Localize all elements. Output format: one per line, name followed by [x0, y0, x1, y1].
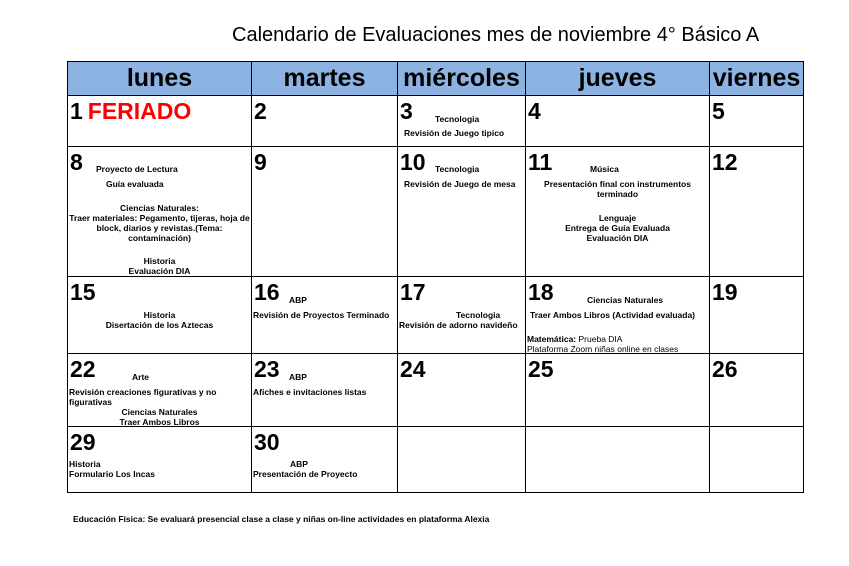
day-cell — [526, 354, 710, 427]
day-number: 8 — [70, 149, 83, 175]
day-number: 26 — [712, 356, 738, 382]
weekday-header: lunes — [68, 62, 252, 96]
day-cell — [252, 277, 398, 354]
evaluation-text: Revisión de Juego de mesa — [404, 179, 516, 189]
subject-label: Música — [590, 164, 619, 174]
day-number: 16 — [254, 279, 280, 305]
subject-label: ABP — [289, 295, 307, 305]
subject-label: Tecnologia — [435, 114, 480, 124]
day-number: 9 — [254, 149, 267, 175]
day-number: 17 — [400, 279, 426, 305]
page-title: Calendario de Evaluaciones mes de noviembre 4° Básico A — [232, 24, 760, 46]
subject-label: Matemática: — [527, 334, 577, 344]
evaluation-text: Presentación de Proyecto — [253, 469, 358, 479]
footnote: Educación Física: Se evaluará presencial clase a clase y niñas on-line actividades en plataforma Alexia — [73, 514, 490, 524]
day-cell — [398, 96, 526, 147]
day-number: 30 — [254, 429, 280, 455]
subject-label: Ciencias Naturales — [587, 295, 664, 305]
evaluation-text: Revisión de Proyectos Terminado — [253, 310, 390, 320]
day-number: 5 — [712, 98, 725, 124]
day-cell — [710, 354, 804, 427]
week-row — [68, 147, 804, 277]
day-cell — [710, 147, 804, 277]
day-number: 2 — [254, 98, 267, 124]
day-cell — [68, 96, 252, 147]
day-number: 29 — [70, 429, 96, 455]
week-row — [68, 354, 804, 427]
day-cell — [252, 96, 398, 147]
evaluation-text: Formulario Los Incas — [69, 469, 155, 479]
subject-label: Historia — [143, 256, 176, 266]
subject-label: Lenguaje — [598, 213, 637, 223]
evaluation-text: Traer Ambos Libros (Actividad evaluada) — [530, 310, 696, 320]
subject-label: Ciencias Naturales — [121, 407, 198, 417]
week-row — [68, 427, 804, 493]
day-cell — [68, 277, 252, 354]
holiday-label: FERIADO — [87, 98, 192, 124]
subject-label: ABP — [290, 459, 308, 469]
evaluation-text: Evaluación DIA — [128, 266, 191, 276]
day-cell — [252, 147, 398, 277]
subject-label: Tecnologia — [456, 310, 501, 320]
day-number: 25 — [528, 356, 554, 382]
evaluation-text: Evaluación DIA — [586, 233, 649, 243]
day-number: 22 — [70, 356, 96, 382]
day-cell — [710, 277, 804, 354]
day-number: 23 — [254, 356, 280, 382]
day-cell — [526, 427, 710, 493]
day-cell — [398, 427, 526, 493]
evaluation-text: Revisión de Juego tipico — [404, 128, 505, 138]
day-cell — [398, 354, 526, 427]
subject-label: Arte — [132, 372, 150, 382]
day-cell — [68, 354, 252, 427]
weekday-header-row — [68, 62, 804, 96]
weekday-header: martes — [252, 62, 398, 96]
day-number: 3 — [400, 98, 413, 124]
subject-label: Historia — [69, 459, 101, 469]
subject-label: ABP — [289, 372, 307, 382]
evaluation-text: Plataforma Zoom niñas online en clases — [527, 344, 679, 354]
weekday-header: miércoles — [398, 62, 526, 96]
day-cell — [68, 147, 252, 277]
day-cell — [710, 96, 804, 147]
evaluation-text: Entrega de Guía Evaluada — [565, 223, 670, 233]
subject-label: Tecnologia — [435, 164, 480, 174]
day-cell — [526, 277, 710, 354]
day-cell — [398, 277, 526, 354]
day-number: 10 — [400, 149, 426, 175]
day-cell — [68, 427, 252, 493]
evaluation-text: Disertación de los Aztecas — [105, 320, 214, 330]
day-number: 15 — [70, 279, 96, 305]
day-cell — [252, 354, 398, 427]
evaluation-text: Matemática: Prueba DIA — [527, 334, 623, 344]
week-row — [68, 277, 804, 354]
weekday-header: jueves — [526, 62, 710, 96]
day-number: 19 — [712, 279, 738, 305]
subject-label: Proyecto de Lectura — [96, 164, 178, 174]
subject-label: Ciencias Naturales: — [120, 203, 199, 213]
evaluation-text: Revisión creaciones figurativas y no figurativas — [69, 387, 217, 407]
day-cell — [710, 427, 804, 493]
subject-label: Historia — [143, 310, 176, 320]
evaluation-text: Afiches e invitaciones listas — [253, 387, 367, 397]
day-number: 4 — [528, 98, 541, 124]
day-cell — [252, 427, 398, 493]
day-number: 11 — [528, 149, 553, 175]
evaluation-text: Presentación final con instrumentos terminado — [544, 179, 691, 199]
evaluation-text: Guía evaluada — [106, 179, 164, 189]
calendar-table — [67, 61, 804, 493]
weekday-header: viernes — [710, 62, 804, 96]
evaluation-text: Revisión de adorno navideño — [399, 320, 518, 330]
day-number: 1 FERIADO — [70, 98, 192, 124]
week-row — [68, 96, 804, 147]
day-number: 24 — [400, 356, 426, 382]
day-cell — [526, 147, 710, 277]
day-cell — [526, 96, 710, 147]
evaluation-text: Traer Ambos Libros — [119, 417, 200, 427]
day-number: 18 — [528, 279, 554, 305]
day-cell — [398, 147, 526, 277]
evaluation-text: Traer materiales: Pegamento, tijeras, hoja de block, diarios y revistas.(Tema: contaminación) — [69, 213, 250, 243]
day-number: 12 — [712, 149, 738, 175]
